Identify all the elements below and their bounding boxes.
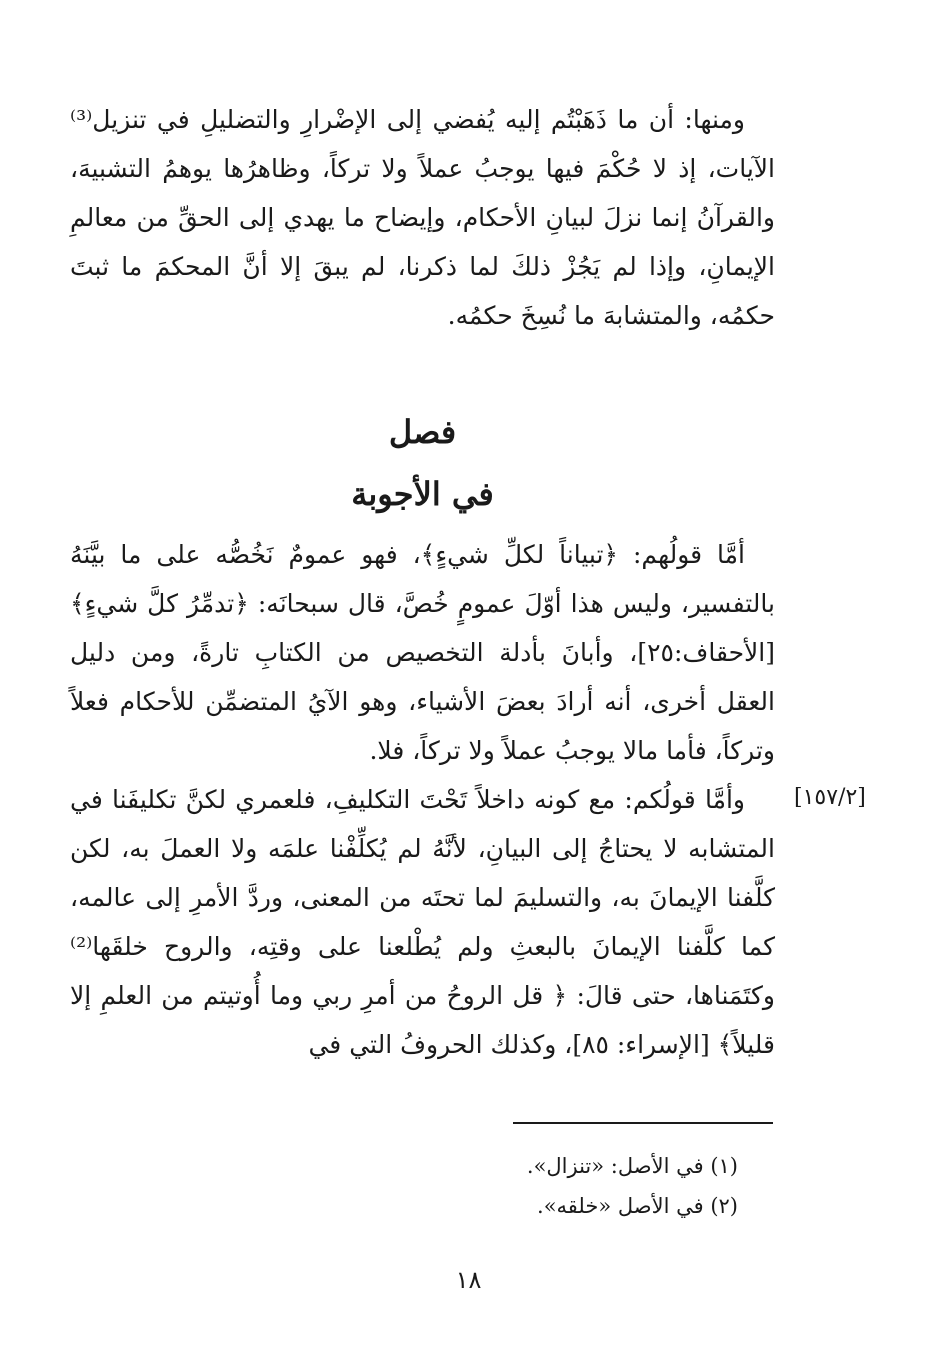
margin-reference: [١٥٧/٢]: [794, 785, 866, 810]
footnote-2: (٢) في الأصل «خلقه».: [537, 1194, 738, 1218]
paragraph-1: [70, 95, 775, 340]
paragraph-1-text: ومنها: أن ما ذَهَبْتُم إليه يُفضي إلى الإضْرارِ والتضليلِ في تنزيل⁽³⁾ الآيات، إذ لا حُكْمَ فيها يوجبُ عملاً ولا تركاً، وظاهرُها يوهمُ التشبيهَ، والقرآنُ إنما نزلَ لبيانِ الأحكام، وإيضاح ما يهدي إلى الحقِّ من معالمِ الإيمانِ، وإذا لم يَجُزْ ذلكَ لما ذكرنا، لم يبقَ إلا أنَّ المحكمَ ما ثبتَ حكمُه، والمتشابهَ ما نُسِخَ حكمُه.: [70, 105, 775, 330]
paragraph-3-text: وأمَّا قولُكم: مع كونه داخلاً تَحْتَ التكليفِ، فلعمري لكنَّ تكليفَنا في المتشابه لا يحتاجُ إلى البيانِ، لأنَّهُ لم يُكلِّفْنا علمَه ولا العملَ به، لكن كلَّفنا الإيمانَ به، والتسليمَ لما تحتَه من المعنى، وردَّ الأمرِ إلى عالمه، كما كلَّفنا الإيمانَ بالبعثِ ولم يُطْلعنا على وقتِه، والروح خلقَها⁽²⁾ وكتَمَناها، حتى قالَ: ﴿ قل الروحُ من أمرِ ربي وما أُوتيتم من العلمِ إلا قليلاً﴾ [الإسراء: ٨٥]، وكذلك الحروفُ التي في: [70, 785, 775, 1059]
paragraph-3: [70, 775, 775, 1069]
page-number: ١٨: [455, 1266, 482, 1294]
paragraph-2-text: أمَّا قولُهم: ﴿تبياناً لكلِّ شيءٍ﴾، فهو عمومٌ نَخُصُّه على ما بيَّنَهُ بالتفسير، وليس هذا أوّلَ عمومٍ خُصَّ، قال سبحانَه: ﴿تدمِّرُ كلَّ شيءٍ﴾ [الأحقاف:٢٥]، وأبانَ بأدلة التخصيص من الكتابِ تارةً، ومن دليل العقل أخرى، أنه أرادَ بعضَ الأشياء، وهو الآيُ المتضمِّن للأحكام فعلاً وتركاً، فأما مالا يوجبُ عملاً ولا تركاً، فلا.: [70, 540, 775, 765]
footnote-1: (١) في الأصل: «تنزال».: [526, 1154, 738, 1178]
section-subheading: في الأجوبة: [351, 475, 494, 513]
section-heading: فصل: [388, 413, 457, 451]
footnotes: [420, 1146, 738, 1226]
footnote-divider: [513, 1122, 773, 1124]
paragraph-2: [70, 530, 775, 775]
